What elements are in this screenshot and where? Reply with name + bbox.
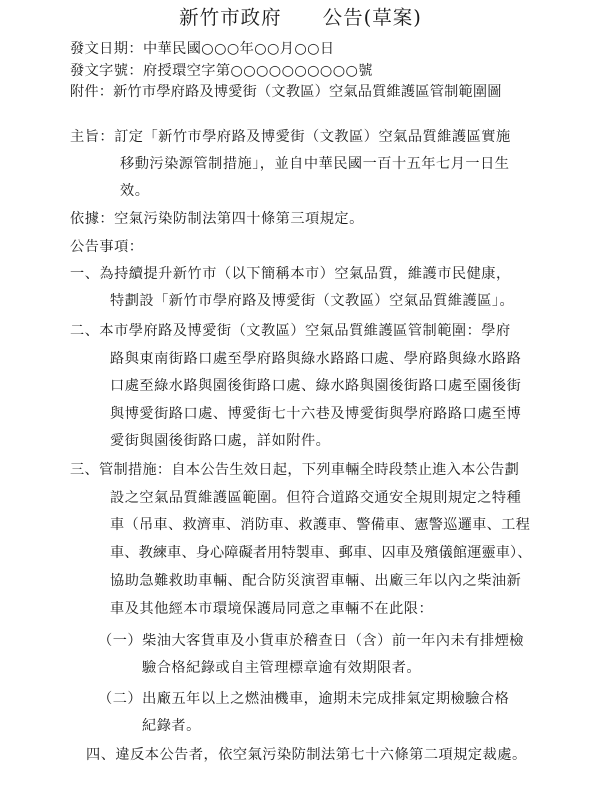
subject-line-3: 效。 <box>120 183 150 199</box>
item-2-line-1: 二、本市學府路及博愛街（文教區）空氣品質維護區管制範圍：學府 <box>70 323 511 339</box>
item-3-line-5: 協助急難救助車輛、配合防災演習車輛、出廠三年以內之柴油新 <box>110 573 522 589</box>
item-3-line-4: 車、教練車、身心障礙者用特製車、郵車、囚車及殯儀館運靈車）、 <box>110 545 532 561</box>
item-3-line-1: 三、管制措施：自本公告生效日起，下列車輛全時段禁止進入本公告劃 <box>70 462 520 478</box>
document-title: 新竹市政府 公告(草案) <box>179 6 422 29</box>
item-2-line-3: 口處至綠水路與園後街路口處、綠水路與園後街路口處至園後街 <box>110 378 522 394</box>
sub-item-2-line-2: 紀錄者。 <box>142 718 201 734</box>
item-1-line-2: 特劃設「新竹市學府路及博愛街（文教區）空氣品質維護區」。 <box>110 293 515 309</box>
sub-item-2-line-1: （二）出廠五年以上之燃油機車，逾期未完成排氣定期檢驗合格 <box>98 691 510 707</box>
basis-line: 依據：空氣污染防制法第四十條第三項規定。 <box>70 211 364 227</box>
subject-line-2: 移動污染源管制措施」，並自中華民國一百十五年七月一日生 <box>120 156 510 172</box>
sub-item-1-line-2: 驗合格紀錄或自主管理標章逾有效期限者。 <box>142 660 422 676</box>
subject-line-1: 主旨：訂定「新竹市學府路及博愛街（文教區）空氣品質維護區實施 <box>70 129 511 145</box>
item-3-line-3: 車（吊車、救濟車、消防車、救護車、警備車、憲警巡邏車、工程 <box>110 517 531 533</box>
item-2-line-4: 與博愛街路口處、博愛街七十六巷及博愛街與學府路路口處至博 <box>110 406 522 422</box>
document-number: 發文字號：府授環空字第○○○○○○○○○○號 <box>70 63 373 79</box>
item-3-line-6: 車及其他經本市環境保護局同意之車輛不在此限： <box>110 601 434 617</box>
item-1-line-1: 一、為持續提升新竹市（以下簡稱本市）空氣品質，維護市民健康， <box>70 266 511 282</box>
issue-date: 發文日期：中華民國○○○年○○月○○日 <box>70 41 335 57</box>
sub-item-1-line-1: （一）柴油大客貨車及小貨車於稽查日（含）前一年內未有排煙檢 <box>98 633 524 649</box>
items-heading: 公告事項： <box>70 239 144 255</box>
item-4-line: 四、違反本公告者，依空氣污染防制法第七十六條第二項規定裁處。 <box>86 747 527 763</box>
item-2-line-2: 路與東南街路口處至學府路與綠水路路口處、學府路與綠水路路 <box>110 351 522 367</box>
item-3-line-2: 設之空氣品質維護區範圍。但符合道路交通安全規則規定之特種 <box>110 490 522 506</box>
item-2-line-5: 愛街與園後街路口處，詳如附件。 <box>110 433 331 449</box>
attachment-line: 附件：新竹市學府路及博愛街（文教區）空氣品質維護區管制範圍圖 <box>70 84 502 100</box>
